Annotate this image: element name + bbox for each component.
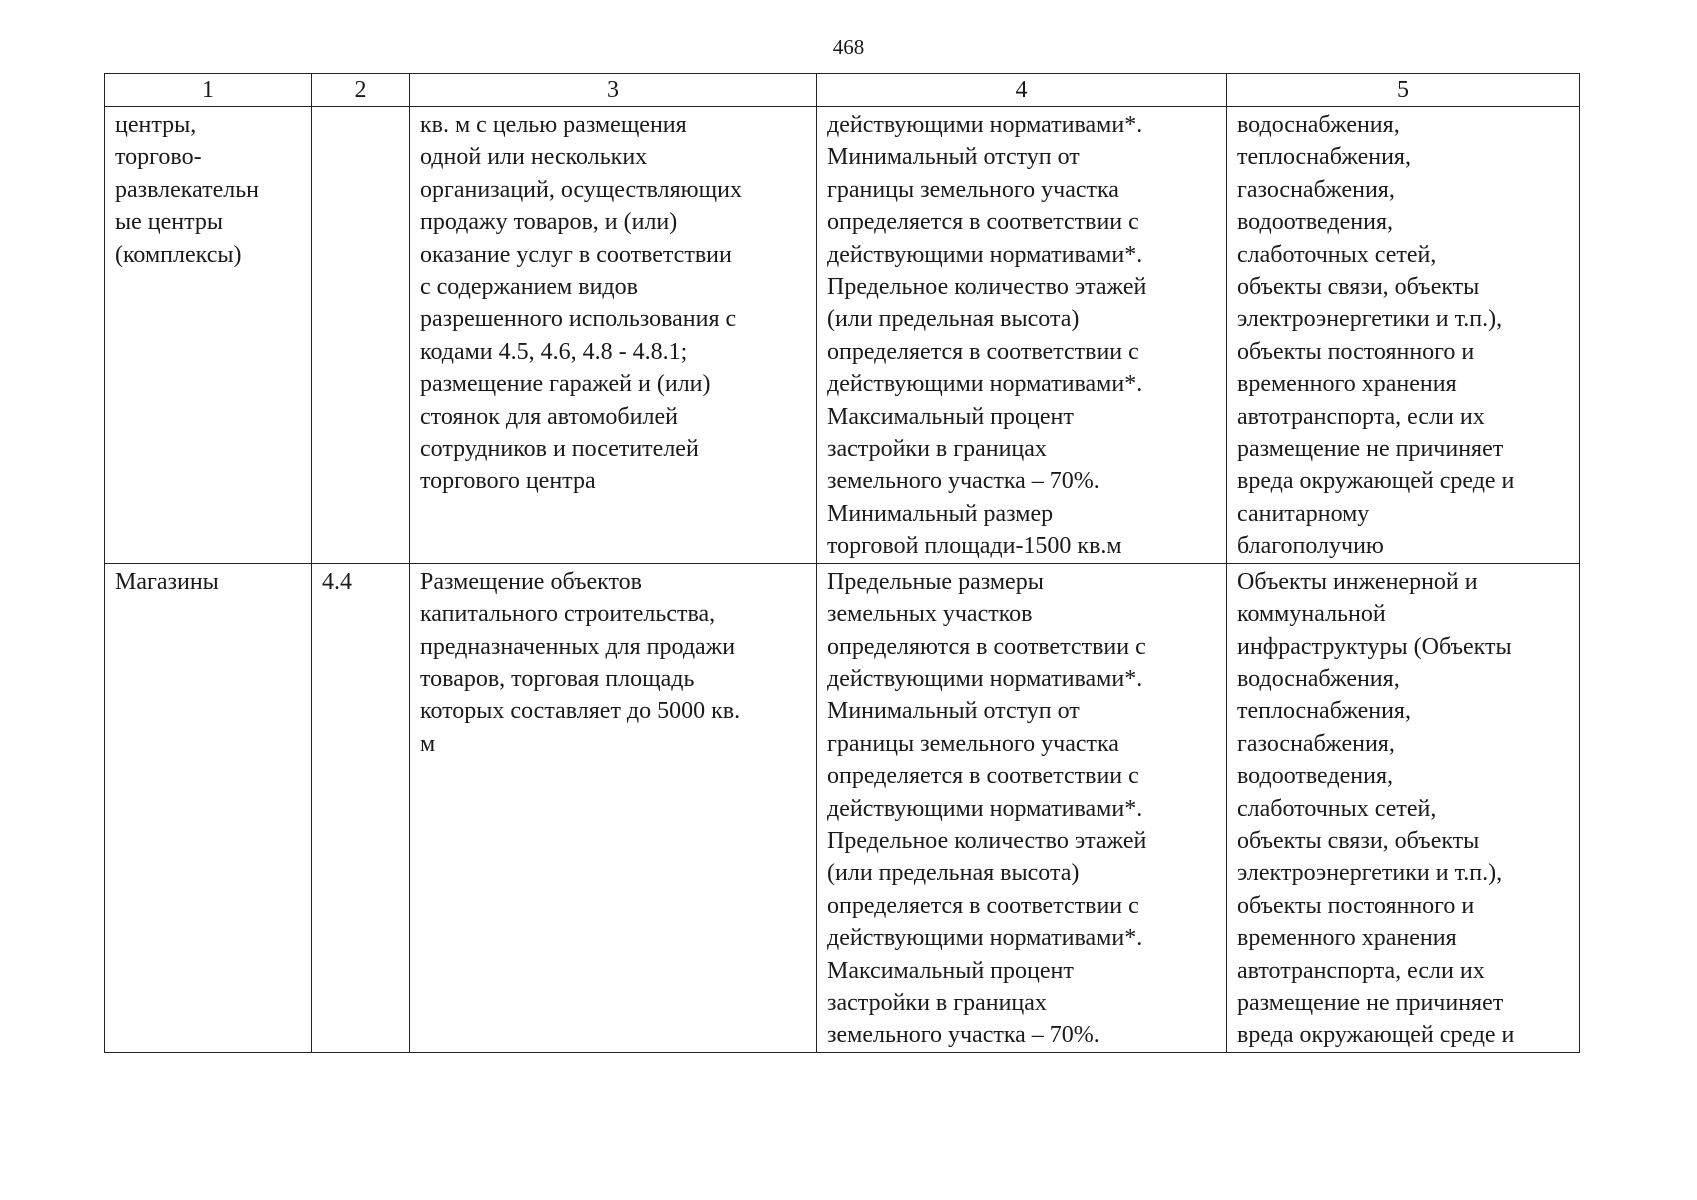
use-name-text: Магазины xyxy=(115,568,219,595)
use-description-text: кв. м с целью размещения одной или нескольких организаций, осуществляющих продажу товаров, и (или) оказание услуг в соответствии с содержанием видов разрешенного использования с кодами 4.5, 4.6, 4.8 - 4.8.1; размещение гаражей и (или) стоянок для автомобилей сотрудников и посетителей торгового центра xyxy=(420,112,742,495)
cell-use-description xyxy=(410,107,817,564)
header-col-3: 3 xyxy=(410,74,817,107)
header-col-5: 5 xyxy=(1227,74,1580,107)
header-col-4: 4 xyxy=(817,74,1227,107)
auxiliary-uses-text: водоснабжения, теплоснабжения, газоснабжения, водоотведения, слаботочных сетей, объекты связи, объекты электроэнергетики и т.п.), объекты постоянного и временного хранения автотранспорта, если их размещение не причиняет вреда окружающей среде и санитарному благополучию xyxy=(1237,112,1515,560)
header-col-1: 1 xyxy=(105,74,312,107)
table-header-row xyxy=(105,74,1580,107)
parameters-text: действующими нормативами*. Минимальный отступ от границы земельного участка определяется в соответствии с действующими нормативами*. Предельное количество этажей (или предельная высота) определяется в соответствии с действующими нормативами*. Максимальный процент застройки в границах земельного участка – 70%. Минимальный размер торговой площади-1500 кв.м xyxy=(827,112,1147,560)
auxiliary-uses-text: Объекты инженерной и коммунальной инфраструктуры (Объекты водоснабжения, теплоснабжения, газоснабжения, водоотведения, слаботочных сетей, объекты связи, объекты электроэнергетики и т.п.), объекты постоянного и временного хранения автотранспорта, если их размещение не причиняет вреда окружающей среде и xyxy=(1237,568,1515,1049)
cell-parameters xyxy=(817,563,1227,1052)
zoning-table xyxy=(104,73,1580,1053)
page-number: 468 xyxy=(832,35,865,59)
header-col-2: 2 xyxy=(312,74,410,107)
cell-auxiliary-uses xyxy=(1227,107,1580,564)
use-code-text: 4.4 xyxy=(322,568,352,595)
parameters-text: Предельные размеры земельных участков определяются в соответствии с действующими нормативами*. Минимальный отступ от границы земельного участка определяется в соответствии с действующими нормативами*. Предельное количество этажей (или предельная высота) определяется в соответствии с действующими нормативами*. Максимальный процент застройки в границах земельного участка – 70%. xyxy=(827,568,1147,1049)
use-name-text: центры, торгово- развлекательн ые центры (комплексы) xyxy=(115,112,260,268)
cell-use-code xyxy=(312,107,410,564)
table-row xyxy=(105,107,1580,564)
cell-use-code xyxy=(312,563,410,1052)
cell-use-name xyxy=(105,107,312,564)
cell-auxiliary-uses xyxy=(1227,563,1580,1052)
cell-parameters xyxy=(817,107,1227,564)
cell-use-name xyxy=(105,563,312,1052)
use-description-text: Размещение объектов капитального строительства, предназначенных для продажи товаров, торговая площадь которых составляет до 5000 кв. м xyxy=(420,568,741,757)
cell-use-description xyxy=(410,563,817,1052)
table-row xyxy=(105,563,1580,1052)
